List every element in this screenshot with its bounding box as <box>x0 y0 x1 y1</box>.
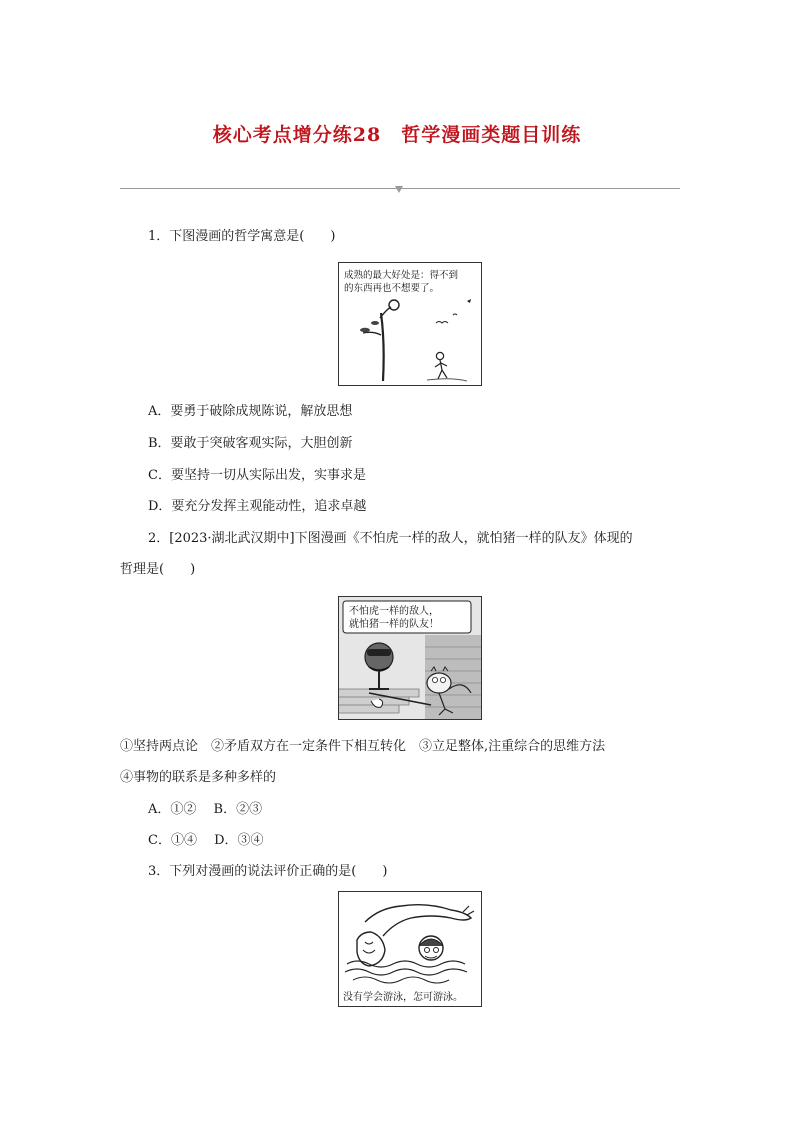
question-1-option-c: C．要坚持一切从实际出发，实事求是 <box>148 468 366 483</box>
question-1-cartoon <box>338 262 482 386</box>
cartoon-2-caption-line2: 就怕猪一样的队友！ <box>349 619 439 630</box>
question-2-options-row1: A．①② B．②③ <box>148 802 263 817</box>
question-1-stem: 1．下图漫画的哲学寓意是( ) <box>148 229 336 244</box>
question-2-stem-line1: 2．[2023·湖北武汉期中]下图漫画《不怕虎一样的敌人，就怕猪一样的队友》体现的 <box>148 531 633 546</box>
question-1-option-a: A．要勇于破除成规陈说，解放思想 <box>148 404 353 419</box>
question-1-option-b: B．要敢于突破客观实际，大胆创新 <box>148 436 353 451</box>
cartoon-2-caption-line1: 不怕虎一样的敌人， <box>349 606 439 617</box>
question-2-statements-line2: ④事物的联系是多种多样的 <box>120 770 277 785</box>
cartoon-1-caption-line1: 成熟的最大好处是：得不到 <box>344 270 459 281</box>
divider-marker-icon <box>395 186 403 193</box>
question-1-option-d: D．要充分发挥主观能动性，追求卓越 <box>148 499 367 514</box>
question-3-stem: 3．下列对漫画的说法评价正确的是( ) <box>148 864 388 879</box>
question-2-stem-line2: 哲理是( ) <box>120 562 196 577</box>
question-3-cartoon <box>338 891 482 1007</box>
cartoon-3-caption: 没有学会游泳，怎可游泳。 <box>343 992 463 1003</box>
question-2-cartoon <box>338 596 482 720</box>
question-2-statements-line1: ①坚持两点论 ②矛盾双方在一定条件下相互转化 ③立足整体,注重综合的思维方法 <box>120 739 606 754</box>
page-title: 核心考点增分练28 哲学漫画类题目训练 <box>212 124 582 146</box>
question-2-options-row2: C．①④ D．③④ <box>148 833 264 848</box>
cartoon-1-caption-line2: 的东西再也不想要了。 <box>344 283 440 294</box>
